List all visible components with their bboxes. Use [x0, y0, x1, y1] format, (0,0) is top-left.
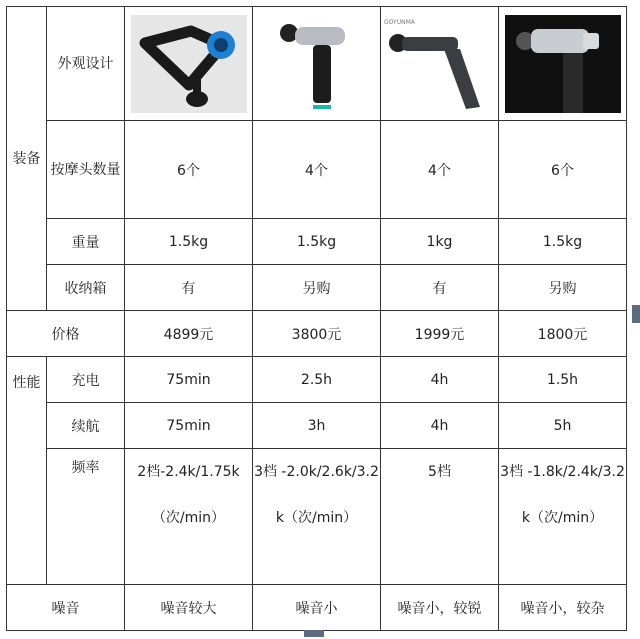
table-cell: 3档 -2.0k/2.6k/3.2k（次/min） [253, 449, 381, 585]
table-cell: 噪音小 [253, 585, 381, 631]
table-cell: 另购 [253, 265, 381, 311]
table-cell: 1.5kg [125, 219, 253, 265]
table-cell: 5h [499, 403, 627, 449]
row-label-heads: 按摩头数量 [47, 121, 125, 219]
table-cell: 4h [381, 357, 499, 403]
row-label-battery: 续航 [47, 403, 125, 449]
table-cell: 75min [125, 357, 253, 403]
product-4-photo-cell [499, 7, 627, 121]
row-label-case: 收纳箱 [47, 265, 125, 311]
table-cell: 4个 [253, 121, 381, 219]
triangle-massage-gun-photo [131, 15, 247, 113]
row-price [7, 311, 627, 357]
table-cell: 75min [125, 403, 253, 449]
table-cell: 噪音小，较锐 [381, 585, 499, 631]
row-frequency [7, 449, 627, 585]
black-silver-massage-gun-photo [505, 15, 621, 113]
product-2-photo-cell [253, 7, 381, 121]
silver-massage-gun-photo [259, 15, 375, 113]
row-label-charge: 充电 [47, 357, 125, 403]
row-label-weight: 重量 [47, 219, 125, 265]
product-1-photo-cell [125, 7, 253, 121]
row-case [7, 265, 627, 311]
table-cell: 1800元 [499, 311, 627, 357]
product-3-photo-cell [381, 7, 499, 121]
table-cell: 1.5h [499, 357, 627, 403]
table-cell: 噪音小，较杂 [499, 585, 627, 631]
row-label-price: 价格 [7, 311, 125, 357]
column-resize-handle[interactable] [632, 305, 640, 323]
table-cell: 1.5kg [499, 219, 627, 265]
table-cell: 2.5h [253, 357, 381, 403]
table-cell: 3h [253, 403, 381, 449]
row-heads [7, 121, 627, 219]
table-cell: 3800元 [253, 311, 381, 357]
table-cell: 1kg [381, 219, 499, 265]
row-resize-handle[interactable] [304, 630, 324, 637]
table-cell: 噪音较大 [125, 585, 253, 631]
row-noise [7, 585, 627, 631]
svg-text:GOYUNMA: GOYUNMA [383, 18, 415, 26]
row-charge [7, 357, 627, 403]
table-cell: 4个 [381, 121, 499, 219]
table-cell: 另购 [499, 265, 627, 311]
table-cell: 6个 [499, 121, 627, 219]
group-equipment [7, 7, 47, 311]
table-cell: 2档-2.4k/1.75k（次/min） [125, 449, 253, 585]
group-performance-label: 性能 [12, 375, 41, 391]
row-label-noise: 噪音 [7, 585, 125, 631]
table-cell: 3档 -1.8k/2.4k/3.2k（次/min） [499, 449, 627, 585]
row-label-appearance: 外观设计 [47, 7, 125, 121]
comparison-table [6, 6, 627, 631]
table-cell: 有 [125, 265, 253, 311]
table-cell: 1.5kg [253, 219, 381, 265]
row-battery [7, 403, 627, 449]
row-appearance [7, 7, 627, 121]
table-cell: 4899元 [125, 311, 253, 357]
row-label-frequency: 频率 [47, 449, 125, 585]
group-performance [7, 357, 47, 585]
table-cell: 6个 [125, 121, 253, 219]
table-cell: 有 [381, 265, 499, 311]
table-cell: 1999元 [381, 311, 499, 357]
grey-massage-gun-photo [382, 15, 498, 113]
row-weight [7, 219, 627, 265]
group-equipment-label: 装备 [12, 150, 41, 167]
table-cell: 4h [381, 403, 499, 449]
table-cell: 5档 [381, 449, 499, 585]
